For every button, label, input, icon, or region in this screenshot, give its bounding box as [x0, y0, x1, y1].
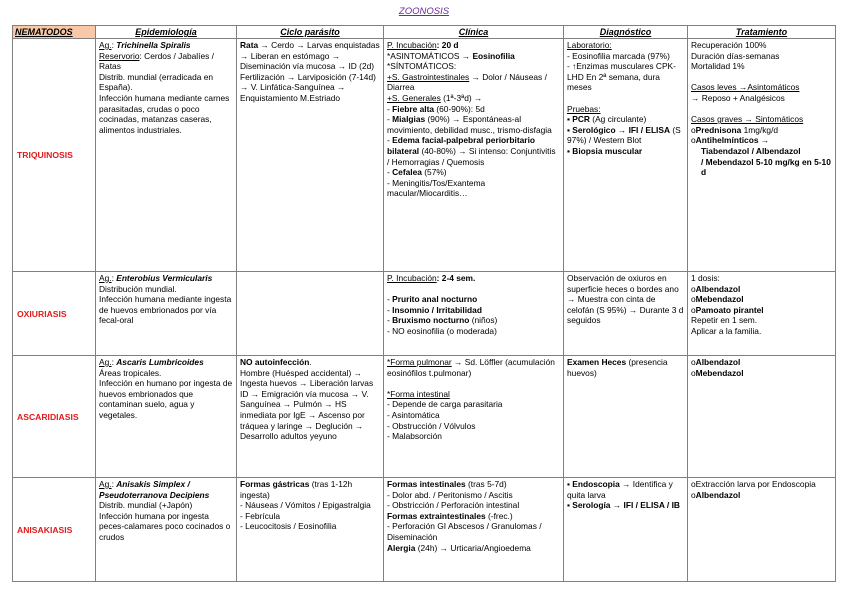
cell-tratamiento: oExtracción larva por Endoscopia oAlbendazol: [688, 478, 836, 582]
clinica-line: - Obstricción / Perforación intestinal: [387, 500, 520, 511]
trat-line: Recuperación 100%: [691, 40, 767, 50]
examen-heces: Examen Heces: [567, 357, 627, 367]
gastro-label: +S. Gastrointestinales: [387, 71, 470, 82]
ciclo-line: - Febrícula: [240, 510, 281, 521]
arrow: →: [758, 135, 770, 146]
diag-text: Observación de oxiuros en superficie heces o bordes ano → Muestra con cinta de celofán (S 95%) → Durante 3 d seguidos: [567, 273, 684, 326]
label-incubacion: P. Incubación: [387, 40, 437, 50]
label-incubacion: P. Incubación: [387, 273, 437, 283]
row-oxiuriasis: [13, 272, 836, 356]
pamoato-pirantel: Pamoato pirantel: [695, 304, 764, 315]
ciclo-text: Hombre (Huésped accidental) → Ingesta huevos → Liberación larvas ID → Emigración vía mucosa → V. Sanguínea → Pulmón → HS inmediata por IgE → Ascenso por tráquea y laringe → Deglución → Desarrollo adultos yeyuno: [240, 367, 374, 442]
ciclo-line: - Náuseas / Vómitos / Epigastralgia: [240, 500, 371, 511]
serologico: Serológico → IFI / ELISA: [572, 124, 671, 135]
dash: -: [387, 103, 393, 114]
label-ag: Ag.: [99, 479, 112, 489]
clinica-line: - NO eosinofilia (o moderada): [387, 325, 497, 336]
mialgias: Mialgias: [392, 114, 426, 125]
cell-clinica: P. Incubación: 20 d *ASINTOMÁTICOS → Eosinofilia *SÍNTOMÁTICOS: +S. Gastrointestinales → Dolor / Náuseas / Diarrea +S. Generales (1ª-3ªd) → - Fiebre alta (60-90%): 5d - Mialgias (90%) → Espontáneas-al movimiento, debilidad musc., trismo-disfagia - Edema facial-palpebral periorbitario bilateral (40-80%) → Si intenso: Conjuntivitis / Hemorragias / Quemosis - Cefalea (57%) - Meningitis/Tos/Exantema macular/Miocarditis…: [384, 39, 564, 272]
alergia-text: (24h) → Urticaria/Angioedema: [415, 542, 531, 553]
incubacion-value: : 20 d: [436, 40, 459, 50]
arrow: →: [610, 500, 624, 511]
reservorio-text: : Cerdos / Jabalíes / Ratas: [99, 50, 214, 72]
header-clinica: Clínica: [384, 26, 564, 39]
ciclo-line: - Leucocitosis / Eosinofilia: [240, 521, 337, 532]
gastro-text: → Dolor / Náuseas / Diarrea: [387, 71, 547, 93]
endoscopia: Endoscopia: [572, 479, 620, 489]
fiebre-text: (60-90%): 5d: [434, 103, 485, 114]
pcr-text: (Ag circulante): [589, 114, 647, 125]
mebendazol-dose: / Mebendazol 5-10 mg/kg en 5-10 d: [701, 156, 831, 178]
agent-name: Enterobius Vermicularis: [116, 273, 213, 283]
generales-text: (1ª-3ªd) →: [440, 92, 483, 103]
zoonosis-table: [12, 25, 836, 582]
generales-label: +S. Generales: [387, 92, 441, 103]
edema: Edema facial-palpebral periorbitario bilateral: [387, 135, 536, 156]
prednisona: Prednisona: [695, 124, 742, 135]
cell-epidemiologia: Ag.: Enterobius Vermicularis Distribución mundial. Infección humana mediante ingesta de huevos embrionados por vía fecal-oral: [96, 272, 237, 356]
cell-clinica: [384, 356, 564, 478]
endoscopia-text: → Identifica y quita larva: [567, 479, 673, 500]
antihelminticos: Antihelmínticos: [695, 135, 759, 146]
cell-diagnostico: ▪ Endoscopia → Identifica y quita larva ▪ Serología → IFI / ELISA / IB: [564, 478, 688, 582]
ciclo-text: → Cerdo → Larvas enquistadas → Liberan en estómago → Diseminación vía mucosa → ID (2d) Fertilización → Larviposición (7-14d) → V. Linfática-Sanguínea → Enquistamiento M.Estriado: [240, 40, 380, 103]
cell-ciclo: NO autoinfección. Hombre (Huésped accidental) → Ingesta huevos → Liberación larvas ID → Emigración vía mucosa → V. Sanguínea → Pulmón → HS inmediata por IgE → Ascenso por tráquea y laringe → Deglución → Desarrollo adultos yeyuno: [237, 356, 384, 478]
forma-pulmonar: *Forma pulmonar: [387, 357, 452, 367]
cell-ciclo: [237, 272, 384, 356]
forma-intestinal: *Forma intestinal: [387, 388, 450, 399]
albendazol: Albendazol: [695, 357, 741, 367]
header-diagnostico: Diagnóstico: [564, 26, 688, 39]
formas-gastricas: Formas gástricas: [240, 479, 310, 489]
mebendazol: Mebendazol: [695, 367, 744, 378]
mialgias-text: (90%) → Espontáneas-al movimiento, debilidad musc., trismo-disfagia: [387, 114, 552, 135]
epi-line: Distrib. mundial (erradicada en España).: [99, 71, 214, 93]
casos-leves-text: → Reposo + Analgésicos: [691, 92, 785, 103]
ciclo-rata: Rata: [240, 40, 259, 50]
formas-gastricas-text: (tras 1-12h ingesta): [240, 479, 353, 500]
epi-line: Infección humana mediante ingesta de huevos embrionados por vía fecal-oral: [99, 294, 232, 326]
alergia: Alergia: [387, 542, 416, 553]
cefalea-text: (57%): [421, 167, 447, 178]
incubacion-value: : 2-4 sem.: [436, 273, 476, 283]
trat-line: Aplicar a la familia.: [691, 325, 762, 336]
bullet: o: [691, 135, 696, 146]
formas-intestinales-text: (tras 5-7d): [465, 479, 507, 489]
label-ag: Ag.: [99, 273, 112, 283]
cell-tratamiento: 1 dosis: oAlbendazol oMebendazol oPamoato pirantel Repetir en 1 sem. Aplicar a la familia.: [688, 272, 836, 356]
label-laboratorio: Laboratorio:: [567, 40, 612, 50]
diag-line: - Eosinofilia marcada (97%): [567, 50, 670, 61]
cell-tratamiento: [688, 39, 836, 272]
cell-epidemiologia: Ag.: Ascaris Lumbricoides Áreas tropicales. Infección en humano por ingesta de huevos embrionados que contaminan suelo, agua y vegetales.: [96, 356, 237, 478]
pcr: PCR: [572, 114, 590, 125]
header-epidemiologia: Epidemiología: [96, 26, 237, 39]
cell-clinica: P. Incubación: 2-4 sem. - Prurito anal nocturno - Insomnio / Irritabilidad - Bruxismo nocturno (niños) - NO eosinofilia (o moderada): [384, 272, 564, 356]
forma-pulmonar-text: → Sd. Löffler (acumulación eosinófilos t.pulmonar): [387, 357, 555, 378]
albendazol: Albendazol: [695, 489, 741, 500]
prednisona-dose: 1mg/kg/d: [741, 124, 779, 135]
epi-line: Áreas tropicales.: [99, 367, 162, 378]
clinica-line: - Depende de carga parasitaria: [387, 399, 503, 410]
examen-heces-text: (presencia huevos): [567, 357, 668, 378]
casos-leves: Casos leves →Asintomáticos: [691, 82, 800, 93]
row-anisakiasis: [13, 478, 836, 582]
trat-line: Duración días-semanas: [691, 50, 780, 61]
tiabendazol: Tiabendazol / Albendazol: [701, 145, 801, 156]
cell-diagnostico: [564, 356, 688, 478]
trat-line: Repetir en 1 sem.: [691, 315, 758, 326]
clinica-line: - Obstrucción / Vólvulos: [387, 420, 476, 431]
fiebre: Fiebre alta: [392, 103, 435, 114]
header-ciclo: Ciclo parásito: [237, 26, 384, 39]
cell-tratamiento: oAlbendazol oMebendazol: [688, 356, 836, 478]
asint-label: *ASINTOMÁTICOS →: [387, 50, 473, 61]
agent-name: Trichinella Spiralis: [116, 40, 191, 50]
label-pruebas: Pruebas:: [567, 103, 601, 114]
trat-line: oExtracción larva por Endoscopia: [691, 479, 816, 489]
epi-line: Distribución mundial.: [99, 283, 177, 294]
mebendazol: Mebendazol: [695, 294, 744, 305]
prurito: Prurito anal nocturno: [392, 294, 478, 305]
row-ascaridiasis: [13, 356, 836, 478]
header-tratamiento: Tratamiento: [688, 26, 836, 39]
agent-name: Anisakis Simplex / Pseudoterranova Decipiens: [99, 479, 210, 500]
serologia-tests: IFI / ELISA / IB: [623, 500, 680, 511]
serologia: Serología: [572, 500, 611, 511]
row-triquinosis: [13, 39, 836, 272]
label-ag: Ag.: [99, 357, 112, 367]
formas-extraintestinales-text: (-frec.): [485, 510, 513, 521]
agent-name: Ascaris Lumbricoides: [116, 357, 204, 367]
epi-line: Infección humana mediante carnes parasitadas, crudas o poco cocinadas, matanzas caseras, alimentos industriales.: [99, 92, 230, 135]
clinica-line: - Asintomática: [387, 409, 440, 420]
epi-line: Distrib. mundial (+Japón): [99, 500, 193, 511]
cell-ciclo: [237, 478, 384, 582]
serologico-text: (S 97%) / Western Blot: [567, 124, 681, 146]
cell-diagnostico: Laboratorio: - Eosinofilia marcada (97%) - ↑Enzimas musculares CPK-LHD En 2ª semana, dura meses Pruebas: ▪ PCR (Ag circulante) ▪ Serológico → IFI / ELISA (S 97%) / Western Blot ▪ Biopsia muscular: [564, 39, 688, 272]
header-row: [13, 26, 836, 39]
diag-line: - ↑Enzimas musculares CPK-LHD En 2ª semana, dura meses: [567, 61, 676, 93]
disease-name: OXIURIASIS: [13, 272, 96, 356]
epi-line: Infección en humano por ingesta de huevos embrionados que contaminan suelo, agua y vegetales.: [99, 378, 233, 420]
disease-name: ANISAKIASIS: [13, 478, 96, 582]
cell-clinica: [384, 478, 564, 582]
clinica-line: - Dolor abd. / Peritonismo / Ascitis: [387, 489, 513, 500]
disease-name: ASCARIDIASIS: [13, 356, 96, 478]
no-autoinfeccion: NO autoinfección: [240, 357, 310, 367]
label-reservorio: Reservorio: [99, 50, 140, 61]
formas-extraintestinales: Formas extraintestinales: [387, 510, 486, 521]
clinica-line: - Malabsorción: [387, 431, 442, 442]
cell-epidemiologia: Ag.: Anisakis Simplex / Pseudoterranova Decipiens Distrib. mundial (+Japón) Infección humana por ingesta peces-calamares poco cocinados o crudos: [96, 478, 237, 582]
sint-label: *SÍNTOMÁTICOS:: [387, 61, 457, 72]
cefalea: Cefalea: [392, 167, 422, 178]
document-title: ZOONOSIS: [398, 6, 450, 17]
biopsia: Biopsia muscular: [572, 145, 643, 156]
cell-diagnostico: [564, 272, 688, 356]
epi-line: Infección humana por ingesta peces-calamares poco cocinados o crudos: [99, 510, 231, 542]
insomnio: Insomnio / Irritabilidad: [392, 304, 482, 315]
clinica-line: - Perforación GI Abscesos / Granulomas / Diseminación: [387, 521, 542, 542]
trat-line: Mortalidad 1%: [691, 61, 745, 72]
casos-graves: Casos graves → Sintomáticos: [691, 114, 804, 125]
bruxismo: Bruxismo nocturno: [392, 315, 470, 326]
label-ag: Ag.: [99, 40, 112, 50]
disease-name: TRIQUINOSIS: [13, 39, 96, 272]
trat-line: 1 dosis:: [691, 273, 720, 283]
cell-ciclo: [237, 39, 384, 272]
edema-text: (40-80%) → Si intenso: Conjuntivitis / Hemorragias / Quemosis: [387, 145, 556, 167]
header-nematodos: NEMATODOS: [13, 26, 96, 39]
meningitis-line: - Meningitis/Tos/Exantema macular/Miocarditis…: [387, 177, 486, 199]
cell-epidemiologia: Ag.: Trichinella Spiralis Reservorio: Cerdos / Jabalíes / Ratas Distrib. mundial (erradicada en España). Infección humana mediante carnes parasitadas, crudas o poco cocinadas, matanzas caseras, alimentos industriales.: [96, 39, 237, 272]
asint-value: Eosinofilia: [472, 50, 515, 61]
bruxismo-text: (niños): [469, 315, 498, 326]
bullet: o: [691, 124, 696, 135]
formas-intestinales: Formas intestinales: [387, 479, 466, 489]
albendazol: Albendazol: [695, 283, 741, 294]
